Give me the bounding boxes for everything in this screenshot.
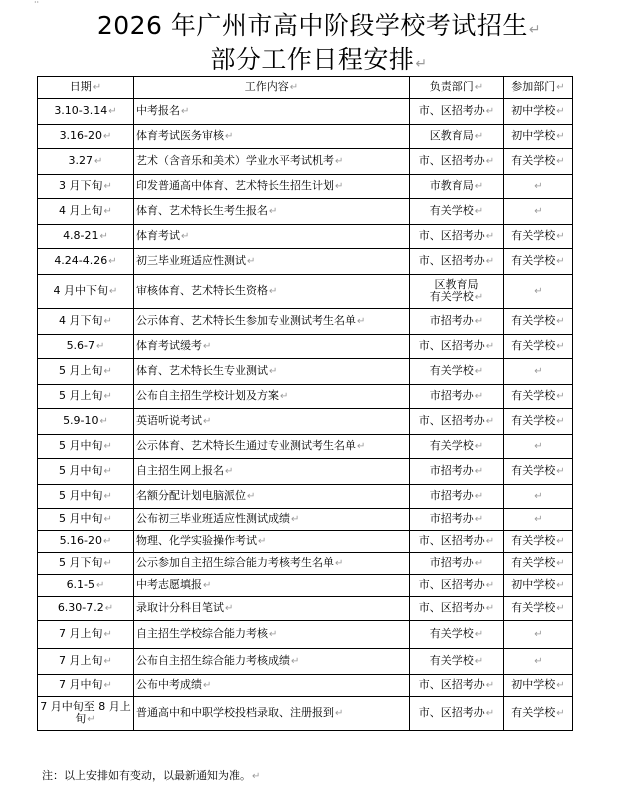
cell-date: 5 月上旬↵ [38, 385, 134, 409]
column-header-work: 工作内容↵ [134, 77, 410, 99]
cell-work: 体育考试医务审核↵ [134, 125, 410, 149]
cell-responsible: 区教育局 有关学校↵ [410, 275, 504, 309]
cell-responsible: 有关学校↵ [410, 359, 504, 385]
table-row [38, 199, 573, 225]
cell-date: 5.6-7↵ [38, 335, 134, 359]
cell-participating: 有关学校↵ [504, 335, 573, 359]
cell-participating: ↵ [504, 649, 573, 675]
cell-responsible: 市、区招考办↵ [410, 249, 504, 275]
table-row [38, 335, 573, 359]
table-row [38, 275, 573, 309]
table-row [38, 575, 573, 597]
cell-responsible: 市、区招考办↵ [410, 697, 504, 731]
cell-work: 普通高中和中职学校投档录取、注册报到↵ [134, 697, 410, 731]
cell-responsible: 市教育局↵ [410, 175, 504, 199]
schedule-table [37, 76, 573, 731]
footer-note: 注：以上安排如有变动，以最新通知为准。↵ [42, 769, 261, 782]
column-header-responsible: 负责部门↵ [410, 77, 504, 99]
cell-responsible: 市、区招考办↵ [410, 225, 504, 249]
table-row [38, 509, 573, 531]
table-row [38, 99, 573, 125]
table-row [38, 409, 573, 435]
cell-responsible: 市、区招考办↵ [410, 409, 504, 435]
cell-participating: ↵ [504, 275, 573, 309]
cell-date: 3.27↵ [38, 149, 134, 175]
cell-date: 3 月下旬↵ [38, 175, 134, 199]
cell-date: 5 月下旬↵ [38, 553, 134, 575]
cell-participating: 初中学校↵ [504, 125, 573, 149]
cell-participating: ↵ [504, 175, 573, 199]
cell-work: 体育、艺术特长生考生报名↵ [134, 199, 410, 225]
table-row [38, 309, 573, 335]
cell-responsible: 市、区招考办↵ [410, 675, 504, 697]
cell-date: 4 月上旬↵ [38, 199, 134, 225]
cell-responsible: 有关学校↵ [410, 621, 504, 649]
cell-work: 名额分配计划电脑派位↵ [134, 485, 410, 509]
cell-responsible: 有关学校↵ [410, 199, 504, 225]
cell-work: 自主招生网上报名↵ [134, 459, 410, 485]
cell-date: 5 月中旬↵ [38, 459, 134, 485]
cell-participating: 有关学校↵ [504, 149, 573, 175]
cell-responsible: 市、区招考办↵ [410, 335, 504, 359]
cell-date: 4.8-21↵ [38, 225, 134, 249]
table-row [38, 459, 573, 485]
cell-work: 公布中考成绩↵ [134, 675, 410, 697]
cell-date: 6.1-5↵ [38, 575, 134, 597]
table-header-row [38, 77, 573, 99]
table-row [38, 621, 573, 649]
table-row [38, 149, 573, 175]
cell-work: 公布自主招生综合能力考核成绩↵ [134, 649, 410, 675]
cell-responsible: 市、区招考办↵ [410, 597, 504, 621]
cell-responsible: 市、区招考办↵ [410, 575, 504, 597]
cell-responsible: 市、区招考办↵ [410, 99, 504, 125]
cell-work: 初三毕业班适应性测试↵ [134, 249, 410, 275]
table-row [38, 531, 573, 553]
cell-date: 5 月上旬↵ [38, 359, 134, 385]
cell-participating: ↵ [504, 435, 573, 459]
cell-responsible: 有关学校↵ [410, 649, 504, 675]
table-row [38, 697, 573, 731]
cell-date: 4.24-4.26↵ [38, 249, 134, 275]
table-row [38, 675, 573, 697]
cell-date: 3.10-3.14↵ [38, 99, 134, 125]
cell-responsible: 区教育局↵ [410, 125, 504, 149]
cell-work: 公示参加自主招生综合能力考核考生名单↵ [134, 553, 410, 575]
cell-work: 公布自主招生学校计划及方案↵ [134, 385, 410, 409]
cell-date: 5.16-20↵ [38, 531, 134, 553]
cell-date: 5 月中旬↵ [38, 509, 134, 531]
cell-participating: 初中学校↵ [504, 675, 573, 697]
cell-work: 体育、艺术特长生专业测试↵ [134, 359, 410, 385]
cell-participating: 初中学校↵ [504, 99, 573, 125]
table-row [38, 249, 573, 275]
cell-work: 审核体育、艺术特长生资格↵ [134, 275, 410, 309]
cell-date: 4 月下旬↵ [38, 309, 134, 335]
cell-participating: 有关学校↵ [504, 697, 573, 731]
table-row [38, 125, 573, 149]
cell-responsible: 市招考办↵ [410, 309, 504, 335]
cell-participating: ↵ [504, 359, 573, 385]
cell-participating: 有关学校↵ [504, 459, 573, 485]
table-row [38, 359, 573, 385]
cell-participating: 有关学校↵ [504, 225, 573, 249]
cell-date: 7 月中旬至 8 月上旬↵ [38, 697, 134, 731]
cell-work: 录取计分科目笔试↵ [134, 597, 410, 621]
cell-work: 物理、化学实验操作考试↵ [134, 531, 410, 553]
cell-work: 公示体育、艺术特长生通过专业测试考生名单↵ [134, 435, 410, 459]
cell-responsible: 市招考办↵ [410, 485, 504, 509]
cell-responsible: 市、区招考办↵ [410, 531, 504, 553]
cell-date: 5 月中旬↵ [38, 435, 134, 459]
cell-participating: 有关学校↵ [504, 531, 573, 553]
cell-date: 4 月中下旬↵ [38, 275, 134, 309]
table-row [38, 649, 573, 675]
cell-participating: 有关学校↵ [504, 553, 573, 575]
page-title-line1: 2026 年广州市高中阶段学校考试招生↵ [96, 11, 542, 40]
cell-work: 体育考试↵ [134, 225, 410, 249]
table-row [38, 385, 573, 409]
table-row [38, 597, 573, 621]
column-header-participating: 参加部门↵ [504, 77, 573, 99]
page-title-line2: 部分工作日程安排↵ [210, 45, 428, 74]
cell-work: 印发普通高中体育、艺术特长生招生计划↵ [134, 175, 410, 199]
cell-date: 6.30-7.2↵ [38, 597, 134, 621]
table-row [38, 225, 573, 249]
column-header-date: 日期↵ [38, 77, 134, 99]
cell-responsible: 有关学校↵ [410, 435, 504, 459]
table-row [38, 435, 573, 459]
cell-participating: ↵ [504, 509, 573, 531]
cell-responsible: 市招考办↵ [410, 509, 504, 531]
cell-participating: ↵ [504, 199, 573, 225]
cell-responsible: 市招考办↵ [410, 385, 504, 409]
cell-work: 公示体育、艺术特长生参加专业测试考生名单↵ [134, 309, 410, 335]
cell-participating: 有关学校↵ [504, 597, 573, 621]
cell-responsible: 市招考办↵ [410, 553, 504, 575]
cell-date: 5 月中旬↵ [38, 485, 134, 509]
cell-responsible: 市、区招考办↵ [410, 149, 504, 175]
cell-date: 3.16-20↵ [38, 125, 134, 149]
cell-participating: ↵ [504, 485, 573, 509]
cell-work: 中考志愿填报↵ [134, 575, 410, 597]
table-row [38, 553, 573, 575]
cell-participating: 有关学校↵ [504, 385, 573, 409]
cell-responsible: 市招考办↵ [410, 459, 504, 485]
cell-work: 体育考试缓考↵ [134, 335, 410, 359]
cell-work: 艺术（含音乐和美术）学业水平考试机考↵ [134, 149, 410, 175]
cell-participating: 初中学校↵ [504, 575, 573, 597]
cell-work: 中考报名↵ [134, 99, 410, 125]
schedule-table-body [38, 99, 573, 731]
cell-date: 7 月中旬↵ [38, 675, 134, 697]
table-row [38, 175, 573, 199]
cell-date: 7 月上旬↵ [38, 649, 134, 675]
cell-date: 7 月上旬↵ [38, 621, 134, 649]
cell-work: 公布初三毕业班适应性测试成绩↵ [134, 509, 410, 531]
table-row [38, 485, 573, 509]
cell-participating: ↵ [504, 621, 573, 649]
page-corner-mark: ·· [34, 0, 40, 7]
cell-participating: 有关学校↵ [504, 309, 573, 335]
cell-work: 自主招生学校综合能力考核↵ [134, 621, 410, 649]
cell-date: 5.9-10↵ [38, 409, 134, 435]
cell-participating: 有关学校↵ [504, 409, 573, 435]
cell-participating: 有关学校↵ [504, 249, 573, 275]
cell-work: 英语听说考试↵ [134, 409, 410, 435]
